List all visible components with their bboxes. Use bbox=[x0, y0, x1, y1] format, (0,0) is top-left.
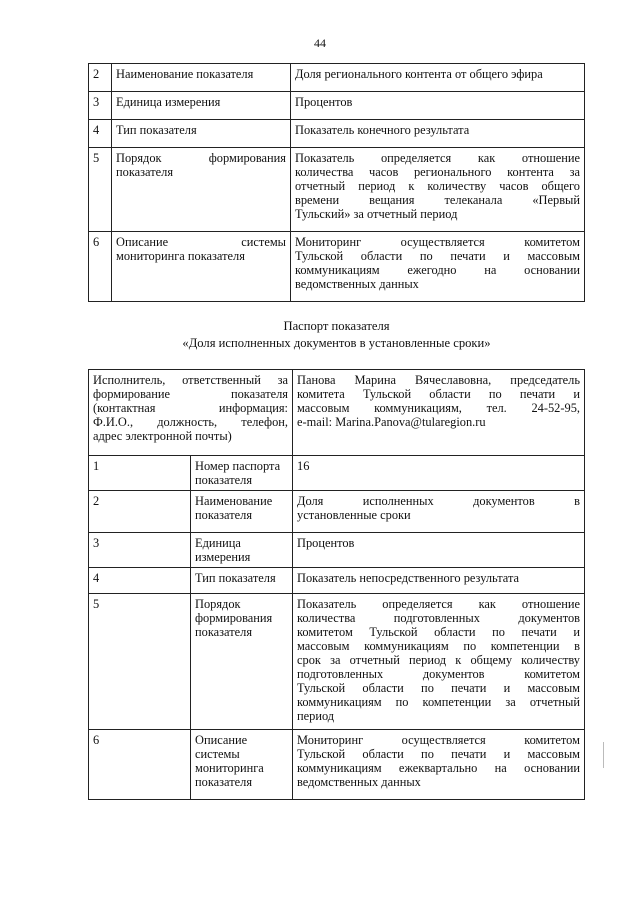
table-row bbox=[89, 568, 585, 594]
table-row bbox=[89, 64, 585, 92]
row-value: Показатель определяется как отношение количества подготовленных документов комитетом Тульской области по печати и массовым коммуникациям по компетенции в срок за отчетный период к общему количеству подготовленных документов комитетом Тульской области по печати и массовым коммуникациям по компетенции за отчетный период bbox=[293, 594, 585, 730]
row-number: 1 bbox=[89, 456, 191, 491]
row-value: 16 bbox=[293, 456, 585, 491]
row-value: Процентов bbox=[291, 92, 585, 120]
table-row-executor bbox=[89, 370, 585, 456]
table-row bbox=[89, 533, 585, 568]
table-row bbox=[89, 594, 585, 730]
row-value: Доля регионального контента от общего эфира bbox=[291, 64, 585, 92]
row-label: Тип показателя bbox=[191, 568, 293, 594]
row-value: Показатель определяется как отношение количества часов регионального контента за отчетный период к количеству часов общего времени вещания телеканала «Первый Тульский» за отчетный период bbox=[291, 148, 585, 232]
row-number: 3 bbox=[89, 533, 191, 568]
row-number: 3 bbox=[89, 92, 112, 120]
row-value: Доля исполненных документов в установленные сроки bbox=[293, 491, 585, 533]
table-row bbox=[89, 730, 585, 800]
row-label: Порядок формирования показателя bbox=[112, 148, 291, 232]
table-row bbox=[89, 491, 585, 533]
row-label: Тип показателя bbox=[112, 120, 291, 148]
row-number: 5 bbox=[89, 148, 112, 232]
row-label: Единица измерения bbox=[112, 92, 291, 120]
row-label: Единица измерения bbox=[191, 533, 293, 568]
row-number: 2 bbox=[89, 491, 191, 533]
row-number: 4 bbox=[89, 120, 112, 148]
heading-title: Паспорт показателя bbox=[283, 319, 390, 333]
row-number: 6 bbox=[89, 232, 112, 302]
row-number: 4 bbox=[89, 568, 191, 594]
row-label: Порядок формирования показателя bbox=[191, 594, 293, 730]
row-value: Мониторинг осуществляется комитетом Тульской области по печати и массовым коммуникациям ежеквартально на основании ведомственных данных bbox=[293, 730, 585, 800]
row-label: Наименование показателя bbox=[191, 491, 293, 533]
executor-value: Панова Марина Вячеславовна, председатель комитета Тульской области по печати и массовым коммуникациям, тел. 24-52-95, e-mail: Marina.Panova@tularegion.ru bbox=[293, 370, 585, 456]
row-number: 2 bbox=[89, 64, 112, 92]
heading-indicator-name: «Доля исполненных документов в установленные сроки» bbox=[182, 336, 491, 350]
indicator-table-continued bbox=[88, 63, 585, 302]
row-label: Описание системы мониторинга показателя bbox=[112, 232, 291, 302]
indicator-passport-table bbox=[88, 369, 585, 800]
table-row bbox=[89, 456, 585, 491]
table-row bbox=[89, 148, 585, 232]
row-value: Показатель конечного результата bbox=[291, 120, 585, 148]
row-label: Описание системы мониторинга показателя bbox=[191, 730, 293, 800]
executor-label: Исполнитель, ответственный за формирование показателя (контактная информация: Ф.И.О., должность, телефон, адрес электронной почты) bbox=[89, 370, 293, 456]
page-number: 44 bbox=[314, 36, 326, 50]
row-number: 6 bbox=[89, 730, 191, 800]
scan-artifact bbox=[603, 742, 604, 768]
table-row bbox=[89, 120, 585, 148]
row-label: Номер паспорта показателя bbox=[191, 456, 293, 491]
row-label: Наименование показателя bbox=[112, 64, 291, 92]
row-value: Показатель непосредственного результата bbox=[293, 568, 585, 594]
table-row bbox=[89, 92, 585, 120]
row-value: Процентов bbox=[293, 533, 585, 568]
table-row bbox=[89, 232, 585, 302]
row-value: Мониторинг осуществляется комитетом Тульской области по печати и массовым коммуникациям ежегодно на основании ведомственных данных bbox=[291, 232, 585, 302]
passport-heading bbox=[88, 318, 585, 352]
row-number: 5 bbox=[89, 594, 191, 730]
